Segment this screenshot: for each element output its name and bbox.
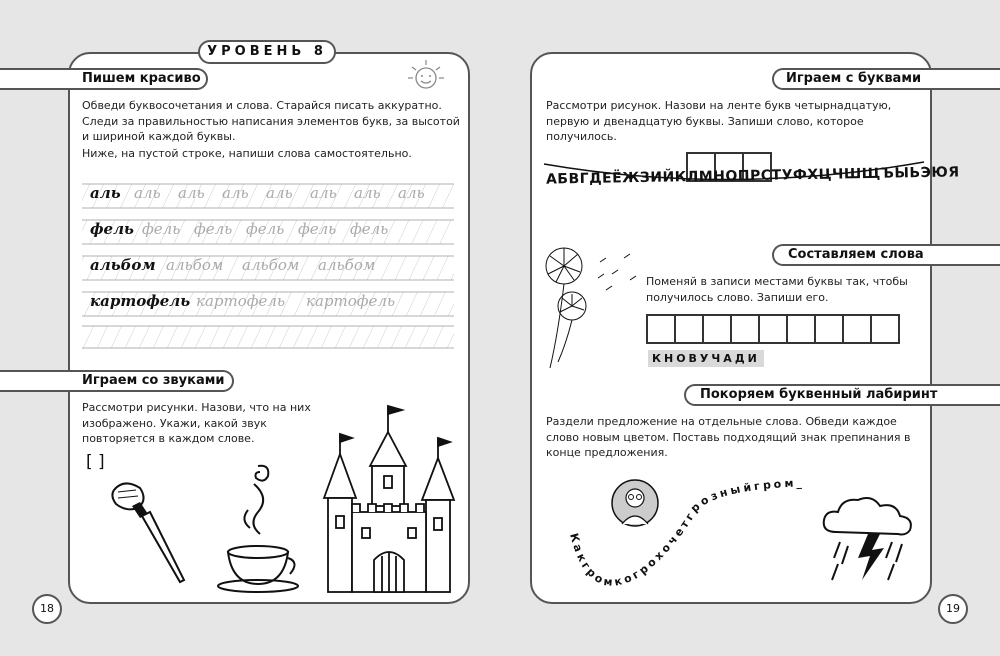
answer-box[interactable] bbox=[814, 314, 844, 344]
scrambled-word: КНОВУЧАДИ bbox=[648, 350, 764, 367]
script-word: фель bbox=[90, 220, 134, 238]
answer-box[interactable] bbox=[646, 314, 676, 344]
ghost-word: альбом bbox=[166, 256, 224, 274]
ghost-word: аль bbox=[266, 184, 293, 202]
ghost-word: фель bbox=[246, 220, 285, 238]
storm-cloud-image bbox=[818, 492, 918, 586]
script-word: альбом bbox=[90, 256, 156, 274]
ghost-word: аль bbox=[310, 184, 337, 202]
ghost-word: альбом bbox=[242, 256, 300, 274]
ghost-word: фель bbox=[350, 220, 389, 238]
answer-box[interactable] bbox=[758, 314, 788, 344]
section-title-zvuki: Играем со звуками bbox=[0, 370, 234, 392]
page-number: 18 bbox=[32, 594, 62, 624]
page-number: 19 bbox=[938, 594, 968, 624]
answer-boxes[interactable] bbox=[648, 314, 900, 344]
sun-icon bbox=[404, 58, 448, 94]
section-title-pishem: Пишем красиво bbox=[0, 68, 208, 90]
svg-text:Какгромкогрохочетгрозныйгром_ bbox=[567, 476, 805, 589]
ghost-word: аль bbox=[398, 184, 425, 202]
script-word: аль bbox=[90, 184, 121, 202]
instruction-text: Раздели предложение на отдельные слова. Обведи каждое слово новым цветом. Поставь подходящий знак препинания в конце предложения. bbox=[546, 415, 911, 459]
makeup-brush-image bbox=[108, 478, 198, 588]
section-title-labirint: Покоряем буквенный лабиринт bbox=[684, 384, 1000, 406]
ghost-word: фель bbox=[194, 220, 233, 238]
answer-box[interactable] bbox=[786, 314, 816, 344]
professor-image bbox=[610, 478, 660, 528]
sentence-text: Какгромкогрохочетгрозныйгром_ bbox=[567, 476, 806, 589]
ghost-word: фель bbox=[142, 220, 181, 238]
answer-box[interactable] bbox=[870, 314, 900, 344]
ghost-word: аль bbox=[354, 184, 381, 202]
teacup-image bbox=[210, 458, 302, 594]
castle-image bbox=[322, 404, 456, 594]
instruction-text-2: Ниже, на пустой строке, напиши слова самостоятельно. bbox=[82, 147, 412, 160]
answer-box[interactable] bbox=[674, 314, 704, 344]
ghost-word: аль bbox=[178, 184, 205, 202]
ghost-word: фель bbox=[298, 220, 337, 238]
instruction-text: Обведи буквосочетания и слова. Старайся писать аккуратно. Следи за правильностью написания элементов букв, за высотой и шириной каждой буквы. bbox=[82, 99, 460, 143]
ghost-word: альбом bbox=[318, 256, 376, 274]
ghost-word: аль bbox=[222, 184, 249, 202]
answer-box[interactable] bbox=[702, 314, 732, 344]
level-label: УРОВЕНЬ 8 bbox=[198, 40, 336, 64]
ghost-word: аль bbox=[134, 184, 161, 202]
instruction-text: Поменяй в записи местами буквы так, чтобы получилось слово. Запиши его. bbox=[646, 275, 908, 304]
dandelion-image bbox=[540, 244, 640, 370]
answer-box[interactable] bbox=[842, 314, 872, 344]
script-word: картофель bbox=[90, 292, 191, 310]
ghost-word: картофель bbox=[306, 292, 396, 310]
instruction-text: Рассмотри рисунки. Назови, что на них изображено. Укажи, какой звук повторяется в каждом слове. bbox=[82, 401, 311, 445]
ghost-word: картофель bbox=[196, 292, 286, 310]
answer-box[interactable] bbox=[730, 314, 760, 344]
alphabet-ribbon: АБВГДЕЁЖЗИЙКЛМНОПРСТУФХЦЧШЩЪЫЬЭЮЯ bbox=[545, 164, 960, 188]
section-title-igraem-bukvy: Играем с буквами bbox=[772, 68, 1000, 90]
answer-brackets: [ ] bbox=[86, 452, 105, 472]
instruction-text: Рассмотри рисунок. Назови на ленте букв четырнадцатую, первую и двенадцатую буквы. Запиши слово, которое получилось. bbox=[546, 99, 892, 143]
section-title-sostavlyaem: Составляем слова bbox=[772, 244, 1000, 266]
